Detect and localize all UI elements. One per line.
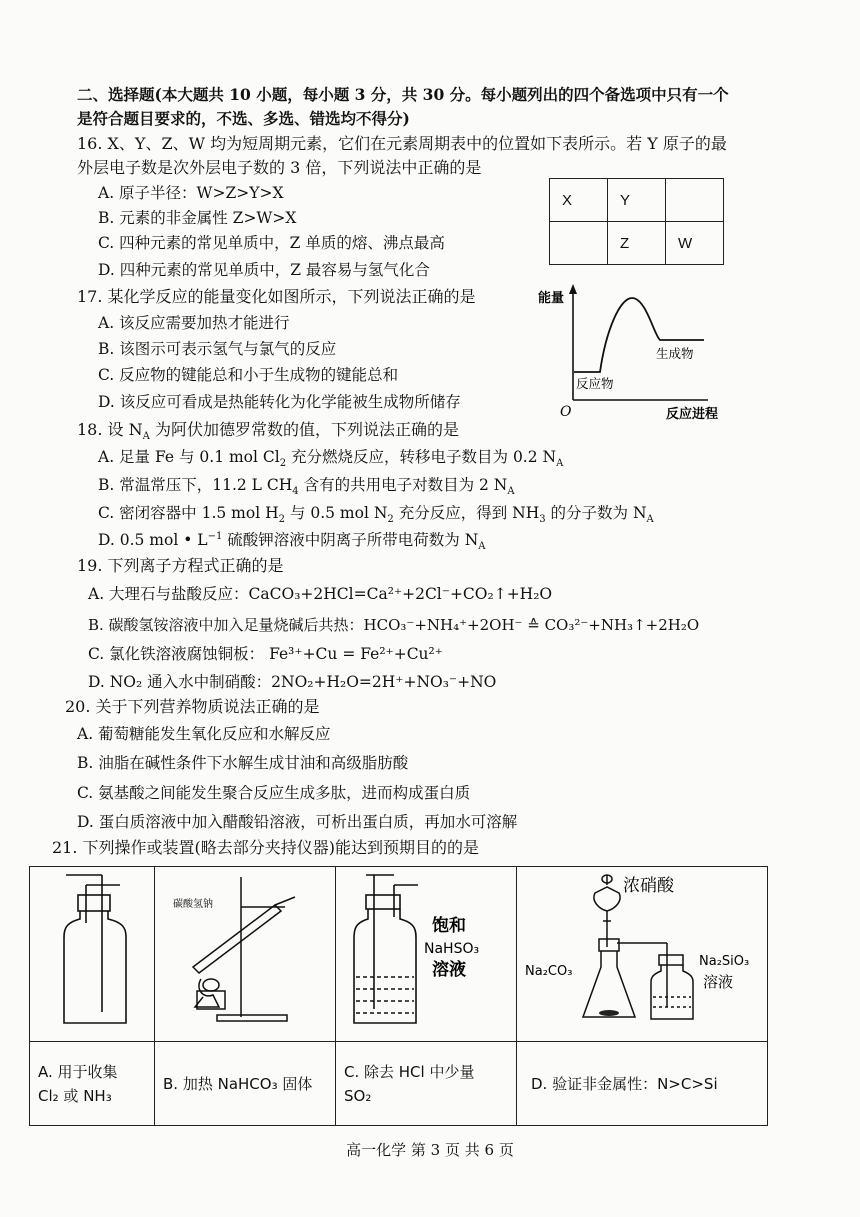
apparatus-table <box>29 866 768 1126</box>
cell-w: W <box>666 222 724 265</box>
q18-stem: 18. 设 $N_A$ 为阿伏加德罗常数的值，下列说法正确的是 <box>77 420 459 443</box>
sodium-bicarbonate-label: 碳酸氢钠 <box>173 899 213 910</box>
caption-a: A. 用于收集 Cl₂ 或 NH₃ <box>30 1042 155 1126</box>
cell-z: Z <box>608 222 666 265</box>
saturated-label: 饱和 <box>432 916 466 936</box>
acid-strength-apparatus <box>517 867 767 1037</box>
na2co3-label: Na₂CO₃ <box>525 964 573 979</box>
q16-stem-line2: 外层电子数是次外层电子数的 3 倍，下列说法中正确的是 <box>77 158 482 177</box>
q16-option-a: A. 原子半径：W>Z>Y>X <box>98 184 284 202</box>
q18-option-b: B. 常温常压下，11.2 L $CH_4$ 含有的共用电子对数目为 2 $N_A$ <box>98 476 515 498</box>
q17-option-d: D. 该反应可看成是热能转化为化学能被生成物所储存 <box>98 393 461 411</box>
page-footer: 高一化学 第 3 页 共 6 页 <box>346 1141 514 1159</box>
caption-b: B. 加热 NaHCO₃ 固体 <box>155 1042 336 1126</box>
q18-option-c: C. 密闭容器中 1.5 mol $H_2$ 与 0.5 mol $N_2$ 充分反应，得到 $NH_3$ 的分子数为 $N_A$ <box>98 504 654 526</box>
q16-stem-line1: 16. X、Y、Z、W 均为短周期元素，它们在元素周期表中的位置如下表所示。若 Y 原子的最 <box>77 134 727 153</box>
q19-stem: 19. 下列离子方程式正确的是 <box>77 556 284 575</box>
carbonate-solid <box>599 1010 619 1016</box>
apparatus-c <box>336 867 517 1042</box>
q20-option-d: D. 蛋白质溶液中加入醋酸铅溶液，可析出蛋白质，再加水可溶解 <box>77 813 518 831</box>
cell-empty-1 <box>666 179 724 222</box>
caption-c: C. 除去 HCl 中少量 SO₂ <box>336 1042 517 1126</box>
cell-x: X <box>550 179 608 222</box>
q19-option-c: C. 氯化铁溶液腐蚀铜板： Fe³⁺+Cu = Fe²⁺+Cu²⁺ <box>88 645 443 663</box>
q19-option-b: B. 碳酸氢铵溶液中加入足量烧碱后共热：HCO₃⁻+NH₄⁺+2OH⁻ ≙ CO₃²⁻+NH₃↑+2H₂O <box>88 616 700 634</box>
q17-option-c: C. 反应物的键能总和小于生成物的键能总和 <box>98 366 399 384</box>
apparatus-d <box>517 867 768 1042</box>
gas-collection-bottle <box>30 867 154 1037</box>
q17-option-a: A. 该反应需要加热才能进行 <box>98 314 290 332</box>
q20-option-c: C. 氨基酸之间能发生聚合反应生成多肽，进而构成蛋白质 <box>77 784 471 802</box>
q18-option-a: A. 足量 Fe 与 0.1 mol $Cl_2$ 充分燃烧反应，转移电子数目为 0.2 $N_A$ <box>98 448 564 470</box>
periodic-table-fragment <box>549 178 724 265</box>
cell-y: Y <box>608 179 666 222</box>
y-axis-label: 能量 <box>538 291 565 306</box>
section-header-line1: 二、选择题(本大题共 10 小题，每小题 3 分，共 30 分。每小题列出的四个备选项中只有一个 <box>77 85 729 104</box>
section-header-line2: 是符合题目要求的，不选、多选、错选均不得分) <box>77 109 410 128</box>
cell-empty-2 <box>550 222 608 265</box>
conc-nitric-acid-label: 浓硝酸 <box>623 876 674 896</box>
na2sio3-label: Na₂SiO₃ <box>699 954 750 969</box>
caption-d: D. 验证非金属性：N>C>Si <box>517 1042 768 1126</box>
q17-option-b: B. 该图示可表示氢气与氯气的反应 <box>98 340 337 358</box>
q20-option-b: B. 油脂在碱性条件下水解生成甘油和高级脂肪酸 <box>77 754 409 772</box>
apparatus-a <box>30 867 155 1042</box>
product-label: 生成物 <box>656 346 694 361</box>
apparatus-b <box>155 867 336 1042</box>
q16-option-d: D. 四种元素的常见单质中，Z 最容易与氢气化合 <box>98 261 430 279</box>
q20-stem: 20. 关于下列营养物质说法正确的是 <box>65 697 320 716</box>
energy-diagram <box>528 280 738 425</box>
q19-option-d: D. NO₂ 通入水中制硝酸：2NO₂+H₂O=2H⁺+NO₃⁻+NO <box>88 673 497 691</box>
q21-stem: 21. 下列操作或装置(略去部分夹持仪器)能达到预期目的的是 <box>52 838 480 857</box>
reactant-label: 反应物 <box>576 376 614 391</box>
origin-label: O <box>560 404 572 420</box>
heating-apparatus <box>155 867 335 1037</box>
q16-option-b: B. 元素的非金属性 Z>W>X <box>98 209 297 227</box>
x-axis-label: 反应进程 <box>666 407 719 422</box>
solution-label-c: 溶液 <box>432 960 466 980</box>
gas-wash-bottle <box>336 867 516 1037</box>
q19-option-a: A. 大理石与盐酸反应：CaCO₃+2HCl=Ca²⁺+2Cl⁻+CO₂↑+H₂O <box>88 585 553 603</box>
q17-stem: 17. 某化学反应的能量变化如图所示，下列说法正确的是 <box>77 287 476 306</box>
q20-option-a: A. 葡萄糖能发生氧化反应和水解反应 <box>77 725 331 743</box>
y-axis-arrow <box>569 284 577 294</box>
q16-option-c: C. 四种元素的常见单质中，Z 单质的熔、沸点最高 <box>98 234 445 252</box>
solution-label-d: 溶液 <box>703 973 734 991</box>
q18-option-d: D. 0.5 mol • $L^{-1}$ 硫酸钾溶液中阴离子所带电荷数为 $N_A$ <box>98 530 486 553</box>
nahso3-label: NaHSO₃ <box>424 941 480 957</box>
